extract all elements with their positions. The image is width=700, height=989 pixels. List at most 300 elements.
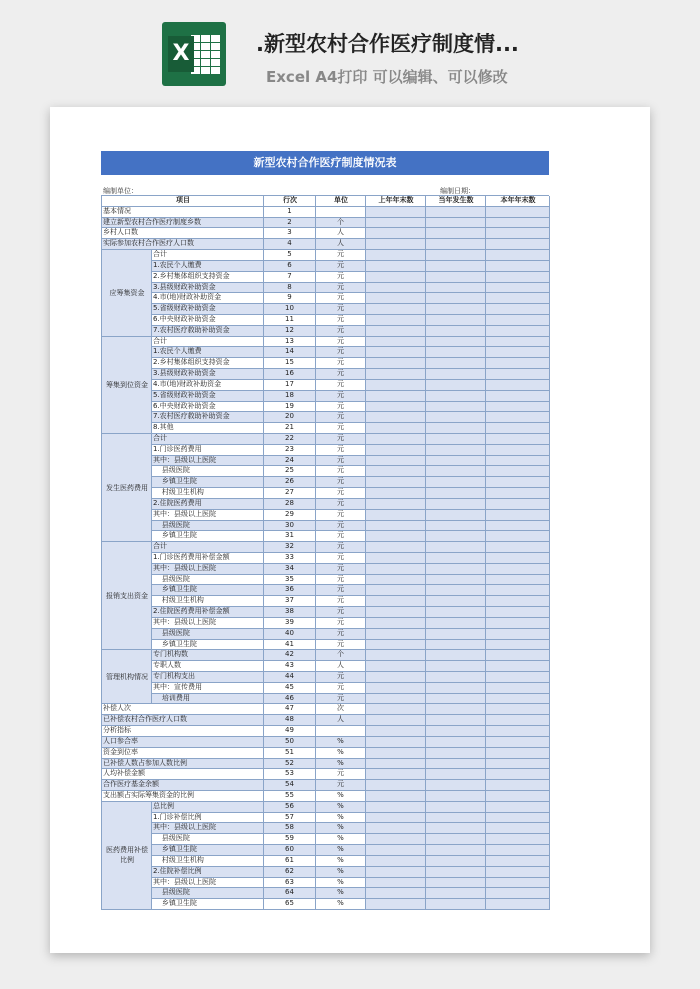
value-cell [426,261,486,272]
category-label: 报销支出资金 [102,542,152,650]
row-item: 村级卫生机构 [152,856,264,867]
row-number: 10 [264,304,316,315]
row-item: 村级卫生机构 [152,488,264,499]
row-number: 26 [264,477,316,488]
value-cell [426,283,486,294]
row-unit: 人 [316,228,366,239]
value-cell [426,445,486,456]
row-number: 62 [264,867,316,878]
row-item: 乡镇卫生院 [152,585,264,596]
row-number: 38 [264,607,316,618]
value-cell [426,856,486,867]
row-number: 64 [264,888,316,899]
value-cell [486,629,550,640]
excel-icon: X [162,22,226,86]
row-unit: 元 [316,769,366,780]
row-unit: % [316,802,366,813]
row-unit: % [316,759,366,770]
row-number: 40 [264,629,316,640]
row-item: 7.农村医疗救助补助资金 [152,326,264,337]
value-cell [486,218,550,229]
value-cell [426,412,486,423]
row-item: 2.乡村集体组织支持资金 [152,358,264,369]
row-unit: % [316,899,366,910]
row-item: 乡镇卫生院 [152,640,264,651]
value-cell [486,791,550,802]
row-number: 3 [264,228,316,239]
row-number: 37 [264,596,316,607]
row-number: 14 [264,347,316,358]
value-cell [486,726,550,737]
row-unit: 元 [316,542,366,553]
value-cell [486,780,550,791]
row-item: 1.门诊医药费用补偿金额 [152,553,264,564]
value-cell [366,737,426,748]
value-cell [486,813,550,824]
value-cell [366,640,426,651]
row-unit: % [316,748,366,759]
value-cell [426,402,486,413]
value-cell [426,326,486,337]
date-label: 编制日期： [440,187,475,195]
value-cell [366,542,426,553]
value-cell [426,596,486,607]
value-cell [486,640,550,651]
value-cell [486,369,550,380]
value-cell [426,542,486,553]
value-cell [486,867,550,878]
value-cell [366,250,426,261]
value-cell [366,456,426,467]
compiler-label: 编制单位： [103,187,138,195]
row-unit: 元 [316,315,366,326]
row-number: 45 [264,683,316,694]
row-item: 4.市(地)财政补助资金 [152,293,264,304]
row-number: 56 [264,802,316,813]
row-unit: 次 [316,704,366,715]
value-cell [366,672,426,683]
row-unit: 元 [316,564,366,575]
row-number: 39 [264,618,316,629]
value-cell [486,434,550,445]
value-cell [426,780,486,791]
value-cell [366,823,426,834]
value-cell [486,834,550,845]
row-item: 3.县级财政补助资金 [152,283,264,294]
row-unit: 元 [316,380,366,391]
value-cell [426,769,486,780]
value-cell [366,380,426,391]
row-unit: 元 [316,391,366,402]
value-cell [426,813,486,824]
value-cell [426,250,486,261]
row-unit: 元 [316,575,366,586]
row-unit: 人 [316,715,366,726]
value-cell [366,207,426,218]
report-table [101,195,549,910]
value-cell [426,726,486,737]
value-cell [426,845,486,856]
value-cell [486,391,550,402]
col-header-5: 本年年末数 [486,196,550,207]
row-number: 13 [264,337,316,348]
value-cell [426,629,486,640]
row-unit: 元 [316,683,366,694]
value-cell [486,899,550,910]
row-unit: 元 [316,402,366,413]
row-number: 4 [264,239,316,250]
row-number: 9 [264,293,316,304]
row-number: 22 [264,434,316,445]
value-cell [486,510,550,521]
row-number: 34 [264,564,316,575]
value-cell [486,704,550,715]
row-item: 县级医院 [152,575,264,586]
row-number: 32 [264,542,316,553]
row-number: 15 [264,358,316,369]
value-cell [486,575,550,586]
value-cell [366,748,426,759]
value-cell [486,607,550,618]
value-cell [486,358,550,369]
row-number: 55 [264,791,316,802]
row-unit: 元 [316,445,366,456]
value-cell [486,650,550,661]
row-item: 乡镇卫生院 [152,477,264,488]
value-cell [426,488,486,499]
value-cell [366,315,426,326]
col-header-2: 单位 [316,196,366,207]
value-cell [366,553,426,564]
value-cell [366,228,426,239]
value-cell [426,510,486,521]
row-unit: 元 [316,423,366,434]
value-cell [486,456,550,467]
row-item: 县级医院 [152,629,264,640]
value-cell [366,888,426,899]
row-unit: 元 [316,672,366,683]
row-item: 基本情况 [102,207,264,218]
value-cell [366,293,426,304]
value-cell [366,759,426,770]
row-unit: 元 [316,618,366,629]
value-cell [366,834,426,845]
value-cell [366,261,426,272]
row-number: 46 [264,694,316,705]
value-cell [426,293,486,304]
banner-title: .新型农村合作医疗制度情... [256,32,519,56]
value-cell [366,510,426,521]
row-item: 1.农民个人缴费 [152,261,264,272]
row-item: 1.门诊医药费用 [152,445,264,456]
row-unit: 元 [316,585,366,596]
value-cell [426,640,486,651]
value-cell [366,564,426,575]
row-number: 29 [264,510,316,521]
row-unit: % [316,823,366,834]
value-cell [366,283,426,294]
value-cell [366,629,426,640]
value-cell [366,412,426,423]
value-cell [426,553,486,564]
value-cell [486,737,550,748]
value-cell [486,207,550,218]
row-unit: % [316,845,366,856]
row-number: 44 [264,672,316,683]
row-item: 已补偿农村合作医疗人口数 [102,715,264,726]
value-cell [486,878,550,889]
row-item: 实际参加农村合作医疗人口数 [102,239,264,250]
category-label: 应筹集资金 [102,250,152,337]
value-cell [366,780,426,791]
value-cell [426,434,486,445]
banner [0,0,700,100]
row-item: 5.省级财政补助资金 [152,391,264,402]
value-cell [366,272,426,283]
value-cell [486,845,550,856]
row-item: 乡镇卫生院 [152,531,264,542]
value-cell [426,585,486,596]
row-number: 30 [264,521,316,532]
value-cell [486,694,550,705]
row-item: 2.住院医药费用补偿金额 [152,607,264,618]
value-cell [366,521,426,532]
value-cell [486,888,550,899]
value-cell [366,391,426,402]
row-item: 合计 [152,337,264,348]
value-cell [426,391,486,402]
row-number: 16 [264,369,316,380]
row-item: 建立新型农村合作医疗制度乡数 [102,218,264,229]
col-header-1: 行次 [264,196,316,207]
row-unit: 元 [316,347,366,358]
value-cell [486,326,550,337]
row-unit: 元 [316,521,366,532]
value-cell [366,423,426,434]
value-cell [366,813,426,824]
row-item: 5.省级财政补助资金 [152,304,264,315]
value-cell [486,759,550,770]
value-cell [366,369,426,380]
row-unit: 元 [316,456,366,467]
row-unit: 元 [316,596,366,607]
value-cell [366,878,426,889]
value-cell [366,769,426,780]
value-cell [486,585,550,596]
row-number: 24 [264,456,316,467]
value-cell [426,337,486,348]
row-number: 50 [264,737,316,748]
value-cell [426,423,486,434]
value-cell [366,802,426,813]
row-number: 7 [264,272,316,283]
row-item: 培训费用 [152,694,264,705]
row-number: 8 [264,283,316,294]
value-cell [426,748,486,759]
value-cell [426,737,486,748]
value-cell [366,326,426,337]
value-cell [486,380,550,391]
value-cell [366,488,426,499]
row-item: 补偿人次 [102,704,264,715]
row-item: 合计 [152,434,264,445]
value-cell [366,218,426,229]
row-number: 12 [264,326,316,337]
row-item: 分析指标 [102,726,264,737]
row-number: 6 [264,261,316,272]
value-cell [366,477,426,488]
value-cell [426,531,486,542]
row-item: 专门机构数 [152,650,264,661]
row-item: 县级医院 [152,521,264,532]
value-cell [426,618,486,629]
value-cell [366,337,426,348]
value-cell [426,207,486,218]
value-cell [426,607,486,618]
value-cell [486,715,550,726]
row-unit: 元 [316,326,366,337]
row-item: 合计 [152,250,264,261]
value-cell [366,618,426,629]
row-number: 17 [264,380,316,391]
row-item: 资金到位率 [102,748,264,759]
row-number: 53 [264,769,316,780]
value-cell [486,347,550,358]
value-cell [426,358,486,369]
row-number: 63 [264,878,316,889]
value-cell [366,683,426,694]
value-cell [426,683,486,694]
row-item: 县级医院 [152,466,264,477]
row-unit: 人 [316,239,366,250]
row-unit: % [316,878,366,889]
value-cell [426,672,486,683]
row-number: 43 [264,661,316,672]
value-cell [486,283,550,294]
row-unit: 元 [316,272,366,283]
row-unit: 元 [316,510,366,521]
value-cell [426,477,486,488]
row-number: 31 [264,531,316,542]
row-item: 乡镇卫生院 [152,845,264,856]
col-header-3: 上年年末数 [366,196,426,207]
value-cell [486,477,550,488]
value-cell [486,542,550,553]
row-number: 1 [264,207,316,218]
category-label: 发生医药费用 [102,434,152,542]
row-item: 支出额占实际筹集资金的比例 [102,791,264,802]
value-cell [486,531,550,542]
row-item: 乡村人口数 [102,228,264,239]
row-number: 20 [264,412,316,423]
row-item: 8.其他 [152,423,264,434]
value-cell [366,661,426,672]
row-item: 2.住院补偿比例 [152,867,264,878]
value-cell [366,466,426,477]
value-cell [366,499,426,510]
value-cell [426,369,486,380]
row-unit: % [316,737,366,748]
row-unit: % [316,888,366,899]
row-number: 18 [264,391,316,402]
value-cell [486,521,550,532]
row-item: 其中：县级以上医院 [152,564,264,575]
row-unit: 元 [316,466,366,477]
row-unit: 元 [316,283,366,294]
value-cell [486,856,550,867]
row-unit: 元 [316,531,366,542]
row-number: 51 [264,748,316,759]
value-cell [486,618,550,629]
value-cell [486,748,550,759]
row-unit: 元 [316,477,366,488]
value-cell [486,769,550,780]
value-cell [366,650,426,661]
value-cell [486,564,550,575]
row-item: 总比例 [152,802,264,813]
row-unit: 元 [316,499,366,510]
row-item: 其中：县级以上医院 [152,618,264,629]
row-item: 合作医疗基金余额 [102,780,264,791]
row-item: 专职人数 [152,661,264,672]
row-item: 已补偿人数占参加人数比例 [102,759,264,770]
row-number: 47 [264,704,316,715]
value-cell [366,845,426,856]
row-number: 5 [264,250,316,261]
row-unit [316,726,366,737]
row-number: 60 [264,845,316,856]
row-unit: % [316,834,366,845]
value-cell [366,585,426,596]
value-cell [426,315,486,326]
row-item: 人均补偿金额 [102,769,264,780]
row-number: 58 [264,823,316,834]
row-number: 65 [264,899,316,910]
banner-subtitle: Excel A4打印 可以编辑、可以修改 [266,68,508,86]
row-item: 人口参合率 [102,737,264,748]
row-number: 33 [264,553,316,564]
row-number: 28 [264,499,316,510]
value-cell [486,499,550,510]
row-number: 25 [264,466,316,477]
value-cell [486,261,550,272]
value-cell [486,683,550,694]
value-cell [486,304,550,315]
value-cell [366,239,426,250]
row-unit: 元 [316,337,366,348]
row-item: 6.中央财政补助资金 [152,402,264,413]
col-header-item: 项目 [102,196,264,207]
row-number: 54 [264,780,316,791]
row-unit: 元 [316,607,366,618]
col-header-4: 当年发生数 [426,196,486,207]
row-unit: 个 [316,650,366,661]
row-unit: 元 [316,629,366,640]
sheet-title: 新型农村合作医疗制度情况表 [101,151,549,175]
value-cell [426,272,486,283]
row-number: 23 [264,445,316,456]
row-unit: 元 [316,293,366,304]
value-cell [426,239,486,250]
value-cell [486,823,550,834]
row-unit: 元 [316,553,366,564]
value-cell [366,856,426,867]
value-cell [366,596,426,607]
value-cell [426,867,486,878]
row-number: 35 [264,575,316,586]
row-number: 49 [264,726,316,737]
value-cell [486,228,550,239]
